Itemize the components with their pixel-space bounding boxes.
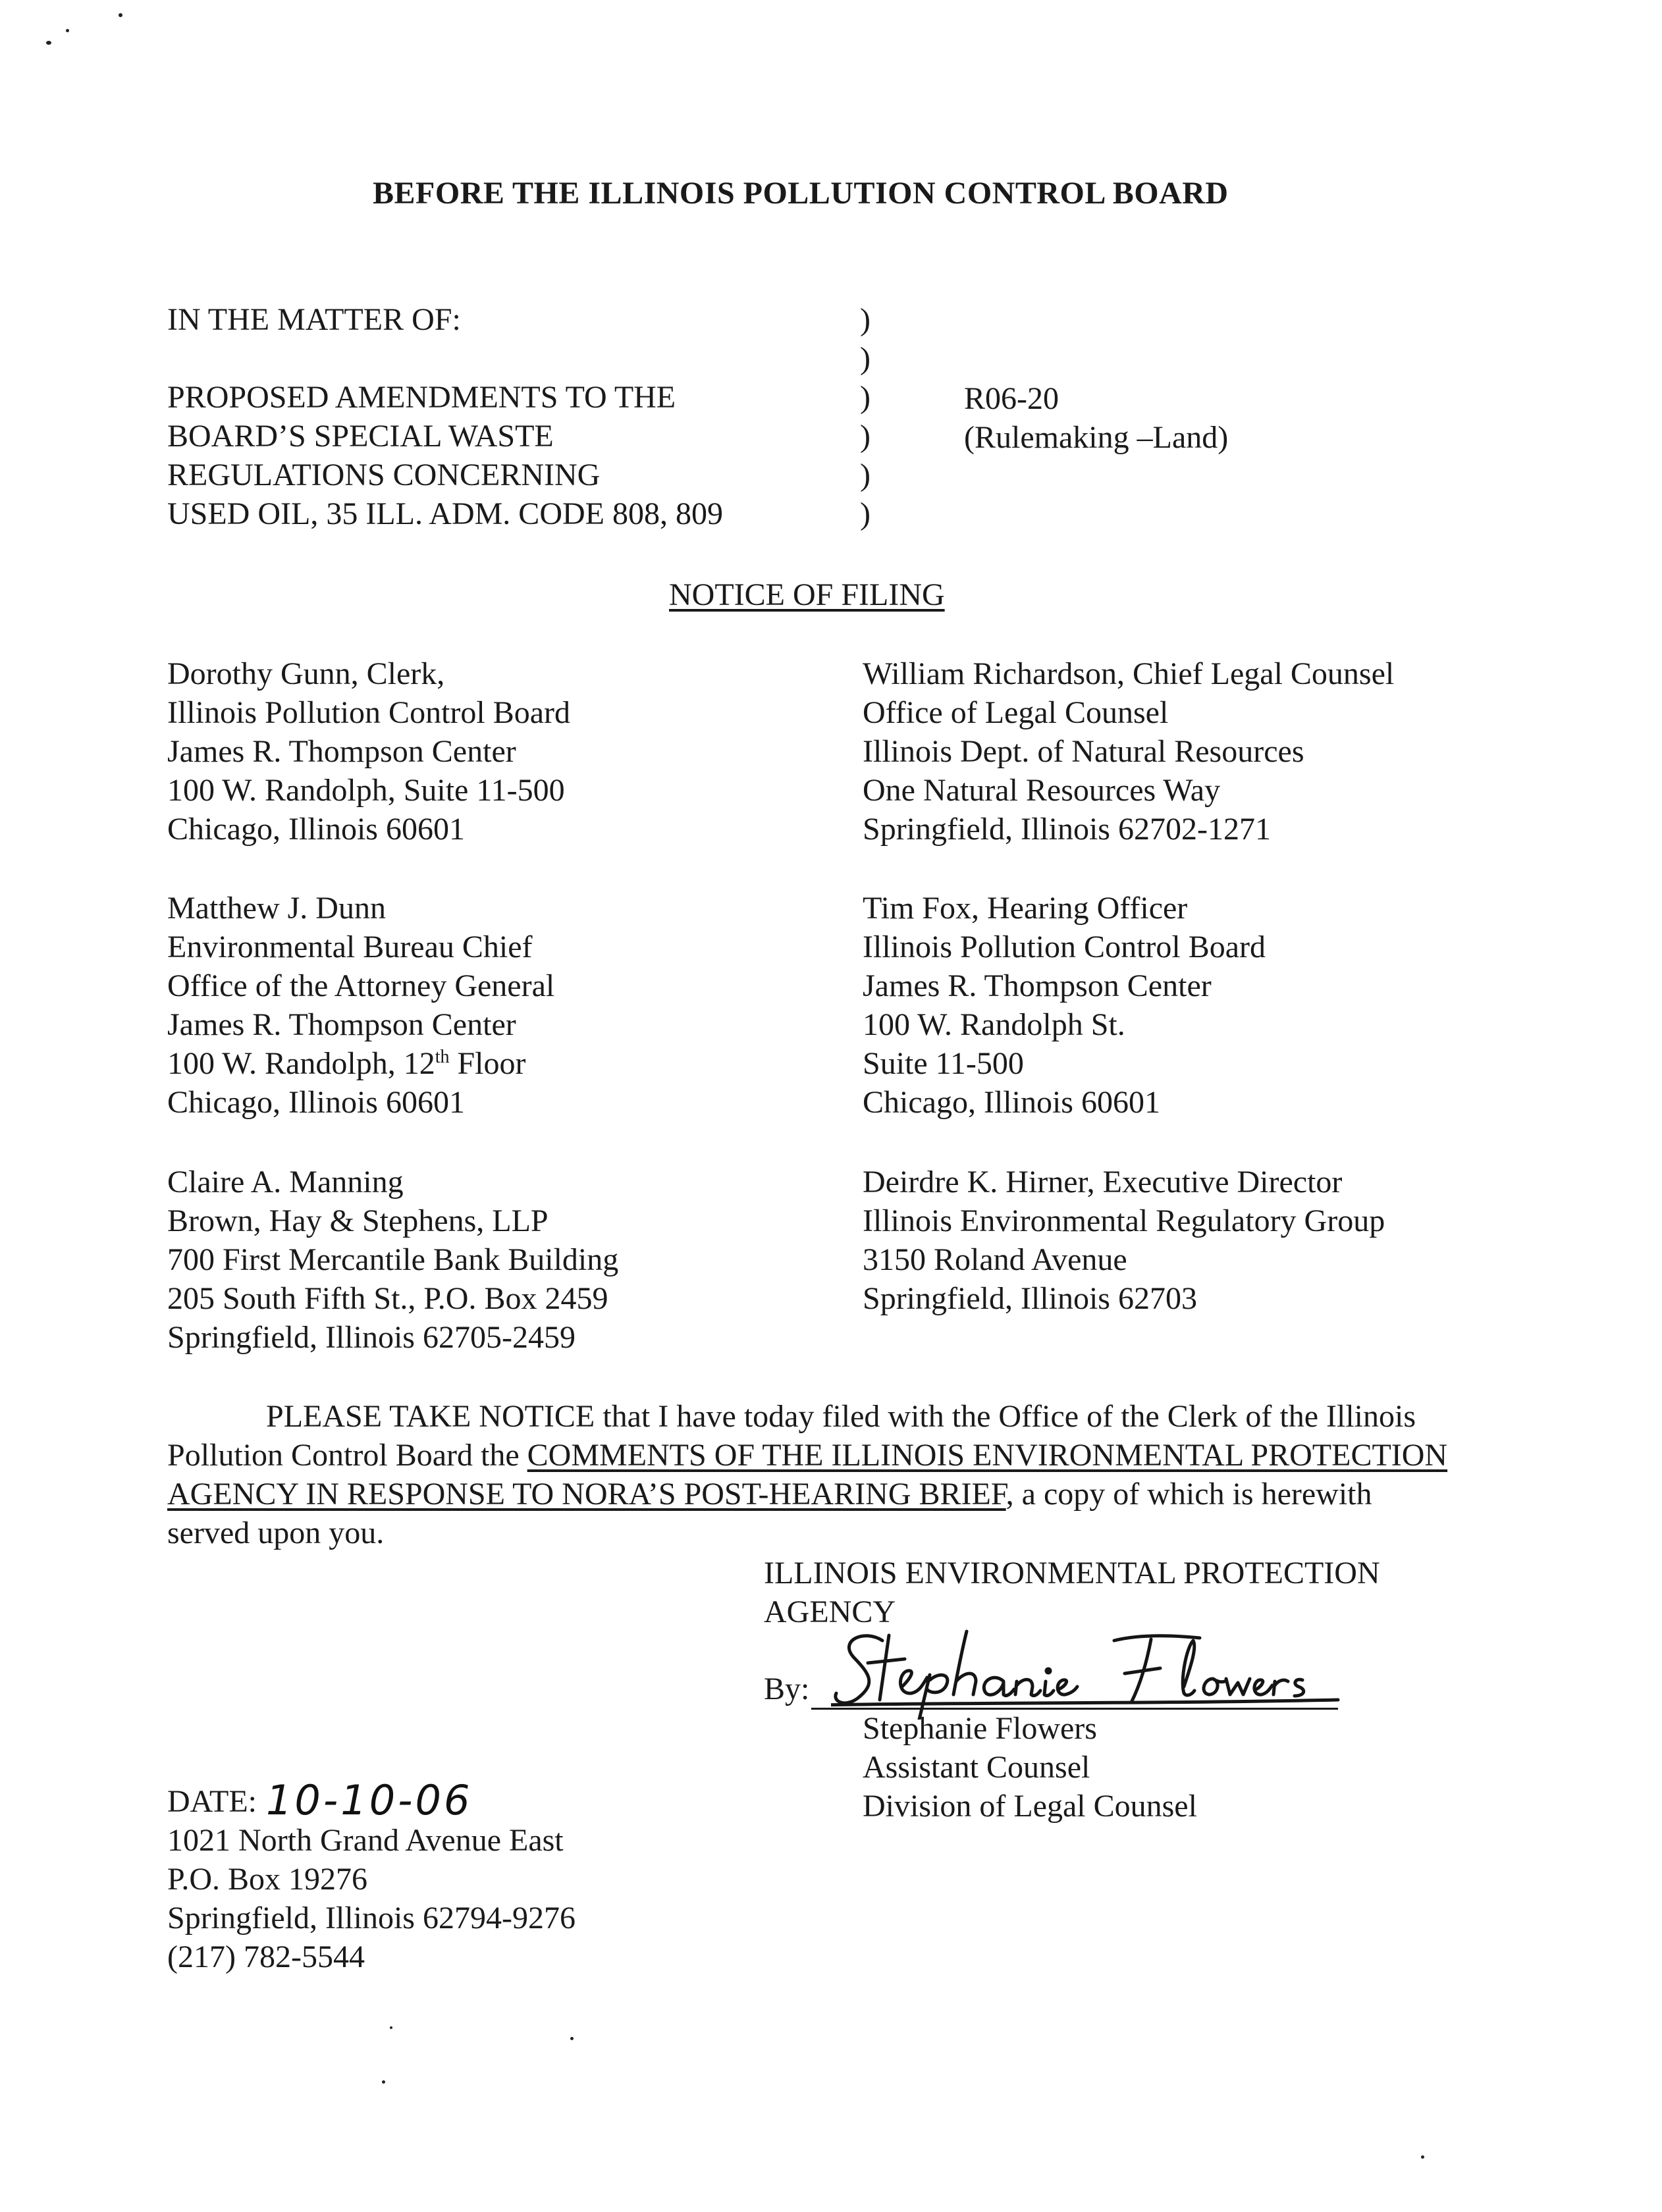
agency-name	[764, 1554, 1380, 1631]
paren: )	[860, 496, 871, 531]
paren: )	[860, 419, 871, 454]
address-line: Tim Fox, Hearing Officer	[863, 891, 1188, 926]
signer-division: Division of Legal Counsel	[863, 1789, 1197, 1824]
address-block-fox	[863, 889, 1266, 1122]
address-line: Springfield, Illinois 62794-9276	[167, 1901, 576, 1936]
address-line: James R. Thompson Center	[167, 1007, 516, 1042]
address-line: Dorothy Gunn, Clerk,	[167, 656, 445, 691]
date-row	[167, 1776, 576, 1824]
agency-line: AGENCY	[764, 1594, 896, 1629]
handwritten-signature	[831, 1621, 1345, 1720]
address-line: Brown, Hay & Stephens, LLP	[167, 1203, 549, 1238]
subject-line: USED OIL, 35 ILL. ADM. CODE 808, 809	[167, 496, 723, 531]
scan-speck	[1421, 2155, 1424, 2159]
case-caption	[167, 300, 723, 533]
address-block-gunn	[167, 654, 570, 849]
address-line: Office of the Attorney General	[167, 968, 555, 1003]
address-block-manning	[167, 1163, 618, 1357]
by-label: By:	[764, 1672, 810, 1706]
address-line: 100 W. Randolph St.	[863, 1007, 1125, 1042]
notice-lead: PLEASE TAKE NOTICE that I have today filed with the Office of the Clerk of the Illinois Pollution Control Board the	[167, 1399, 1416, 1473]
address-line: James R. Thompson Center	[167, 734, 516, 769]
scan-speck	[119, 13, 122, 17]
address-line: James R. Thompson Center	[863, 968, 1212, 1003]
paren: )	[860, 302, 871, 337]
scan-speck	[66, 29, 69, 32]
date-label: DATE:	[167, 1784, 257, 1819]
address-line: 700 First Mercantile Bank Building	[167, 1242, 619, 1277]
scan-speck	[46, 41, 51, 45]
address-line: William Richardson, Chief Legal Counsel	[863, 656, 1395, 691]
notice-paragraph	[167, 1397, 1458, 1552]
docket-number: R06-20	[964, 381, 1059, 416]
address-line: Springfield, Illinois 62702-1271	[863, 812, 1271, 847]
address-line: 1021 North Grand Avenue East	[167, 1823, 564, 1858]
paren: )	[860, 341, 871, 376]
floor-superscript: th	[435, 1047, 450, 1067]
signer-block	[863, 1709, 1197, 1826]
address-line: 100 W. Randolph, Suite 11-500	[167, 773, 565, 808]
address-line: Illinois Pollution Control Board	[167, 695, 571, 730]
address-line: Illinois Dept. of Natural Resources	[863, 734, 1304, 769]
address-line: Chicago, Illinois 60601	[167, 1085, 465, 1120]
date-address-block	[167, 1776, 576, 1976]
matter-label: IN THE MATTER OF:	[167, 302, 461, 337]
address-line: One Natural Resources Way	[863, 773, 1221, 808]
address-line: 3150 Roland Avenue	[863, 1242, 1127, 1277]
filed-document-title: COMMENTS OF THE ILLINOIS ENVIRONMENTAL PROTECTION AGENCY IN RESPONSE TO NORA’S POST-HEARING BRIEF	[167, 1438, 1448, 1512]
address-block-richardson	[863, 654, 1394, 849]
address-line: Illinois Pollution Control Board	[863, 930, 1266, 964]
signer-title: Assistant Counsel	[863, 1750, 1090, 1785]
scan-speck	[390, 2026, 392, 2029]
notice-heading: NOTICE OF FILING	[669, 577, 945, 612]
address-block-hirner	[863, 1163, 1385, 1318]
notice-tail: , a copy of which is herewith served upon you.	[167, 1477, 1372, 1550]
scan-speck	[570, 2037, 574, 2040]
address-line: Environmental Bureau Chief	[167, 930, 533, 964]
address-line: Chicago, Illinois 60601	[863, 1085, 1160, 1120]
floor-prefix: 100 W. Randolph, 12	[167, 1046, 435, 1081]
subject-line: BOARD’S SPECIAL WASTE	[167, 419, 554, 454]
floor-suffix: Floor	[449, 1046, 526, 1081]
phone-number: (217) 782-5544	[167, 1939, 365, 1974]
docket-type: (Rulemaking –Land)	[964, 420, 1229, 455]
address-block-dunn	[167, 889, 554, 1122]
paren: )	[860, 458, 871, 492]
caption-parens	[860, 300, 871, 533]
subject-line: PROPOSED AMENDMENTS TO THE	[167, 380, 676, 415]
address-line: Springfield, Illinois 62705-2459	[167, 1320, 576, 1355]
paren: )	[860, 380, 871, 415]
agency-line: ILLINOIS ENVIRONMENTAL PROTECTION	[764, 1556, 1380, 1591]
address-line: Claire A. Manning	[167, 1165, 404, 1199]
address-line: Chicago, Illinois 60601	[167, 812, 465, 847]
signer-name: Stephanie Flowers	[863, 1711, 1097, 1746]
subject-line: REGULATIONS CONCERNING	[167, 458, 601, 492]
address-line: Springfield, Illinois 62703	[863, 1281, 1197, 1316]
scan-speck	[382, 2080, 385, 2084]
page-title: BEFORE THE ILLINOIS POLLUTION CONTROL BOARD	[373, 176, 1229, 211]
handwritten-date: 10-10-06	[265, 1776, 473, 1824]
address-line: Office of Legal Counsel	[863, 695, 1169, 730]
address-line	[167, 1044, 554, 1083]
address-line: Deirdre K. Hirner, Executive Director	[863, 1165, 1343, 1199]
docket-info	[964, 379, 1228, 457]
address-line: Suite 11-500	[863, 1046, 1024, 1081]
address-line: 205 South Fifth St., P.O. Box 2459	[167, 1281, 608, 1316]
address-line: Illinois Environmental Regulatory Group	[863, 1203, 1385, 1238]
address-line: Matthew J. Dunn	[167, 891, 386, 926]
address-line: P.O. Box 19276	[167, 1862, 368, 1897]
